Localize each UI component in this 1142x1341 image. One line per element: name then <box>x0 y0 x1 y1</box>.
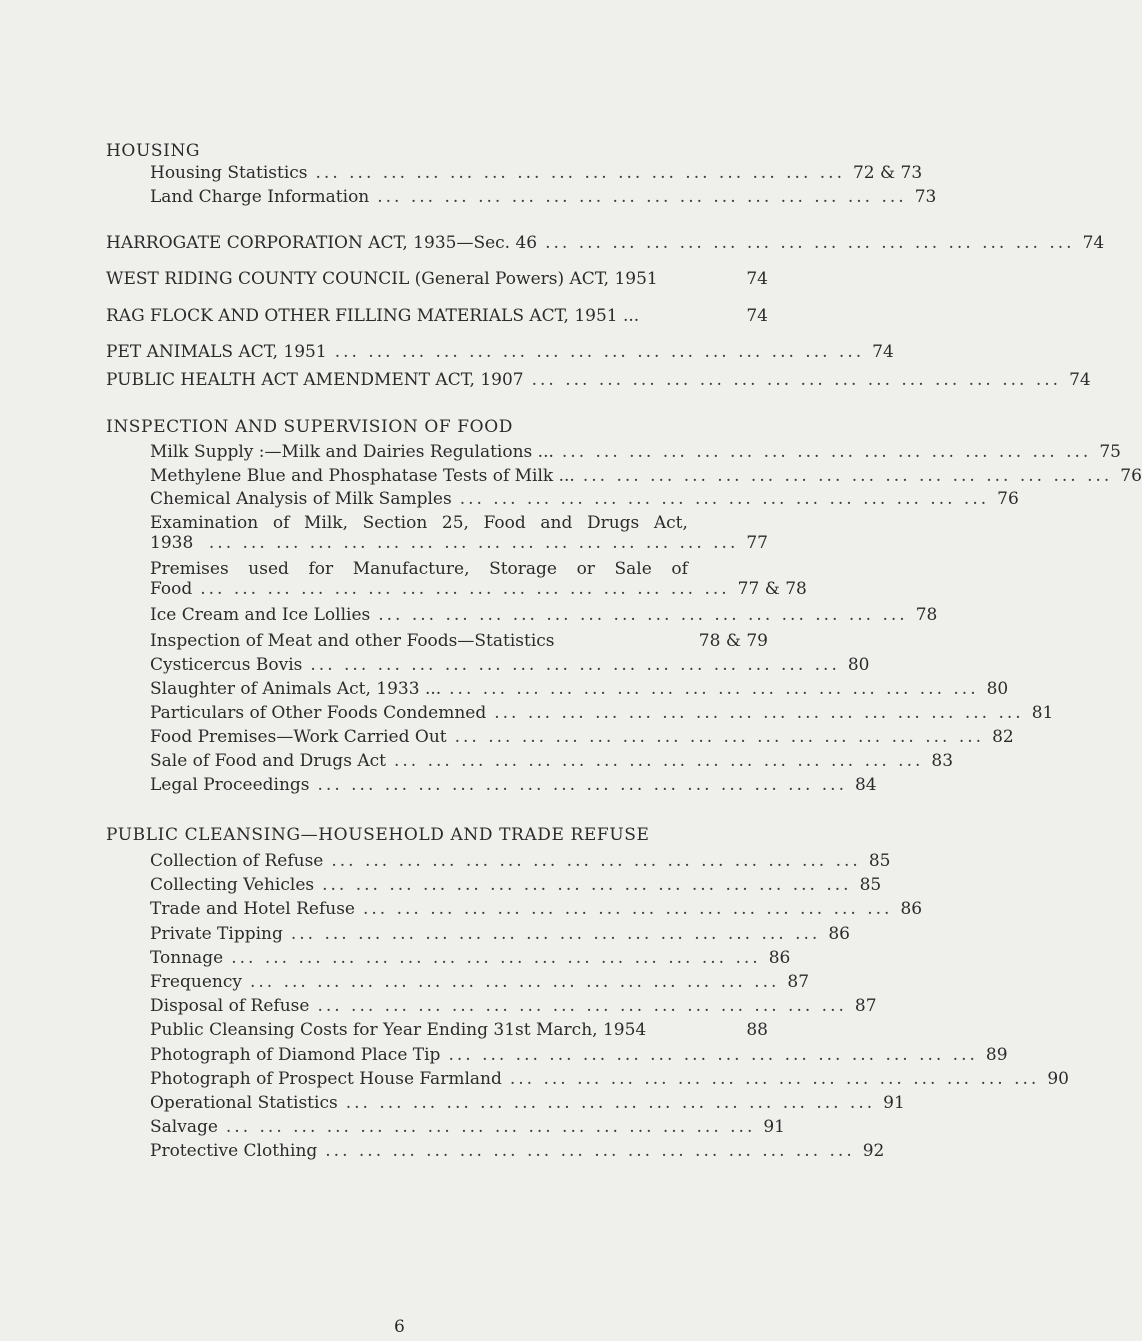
entry-label: Disposal of Refuse <box>150 996 310 1017</box>
contents-entry <box>150 726 1014 748</box>
page-number: 6 <box>394 1317 405 1337</box>
entry-label-word: and <box>540 513 573 533</box>
dot-leader: ... ... ... ... ... ... ... ... ... ... ... ... ... ... ... ... <box>317 775 847 795</box>
dot-leader: ... ... ... ... ... ... ... ... ... ... ... ... ... ... ... ... <box>225 1117 756 1138</box>
dot-leader: ... ... ... ... ... ... ... ... ... ... ... ... ... ... ... ... <box>208 533 739 553</box>
entry-label: Private Tipping <box>150 923 283 944</box>
dot-leader: ... ... ... ... ... ... ... ... ... ... ... ... ... ... ... ... <box>377 187 907 207</box>
contents-entry <box>150 441 1121 463</box>
contents-entry <box>150 186 937 208</box>
page-reference: 80 <box>986 679 1009 699</box>
page-reference: 80 <box>847 655 870 675</box>
entry-label: Land Charge Information <box>150 187 370 207</box>
dot-leader: ... ... ... ... ... ... ... ... ... ... ... ... ... ... ... ... <box>454 727 985 747</box>
contents-entry <box>150 1140 885 1162</box>
contents-entry <box>106 232 1105 254</box>
entry-label: 1938 <box>150 533 194 553</box>
entry-label-line <box>150 558 688 580</box>
page-reference: 85 <box>859 875 882 896</box>
entry-label: Milk Supply :—Milk and Dairies Regulations ... <box>150 442 554 462</box>
contents-entry <box>106 305 768 327</box>
page-reference: 74 <box>872 342 894 362</box>
page-reference: 77 <box>746 533 768 553</box>
page-reference: 90 <box>1047 1068 1069 1089</box>
contents-entry <box>150 654 870 676</box>
page-reference: 87 <box>854 996 877 1017</box>
entry-label: Legal Proceedings <box>150 775 310 795</box>
contents-entry <box>150 898 923 920</box>
entry-label-word: Manufacture, <box>352 559 470 579</box>
dot-leader: ... ... ... ... ... ... ... ... ... ... ... ... ... ... ... ... <box>315 163 845 183</box>
dot-leader: ... ... ... ... ... ... ... ... ... ... ... ... ... ... ... ... <box>331 851 861 871</box>
section-heading-housing: HOUSING <box>106 141 201 161</box>
dot-leader: ... ... ... ... ... ... ... ... ... ... ... ... ... ... ... ... <box>200 579 730 599</box>
dot-leader: ... ... ... ... ... ... ... ... ... ... ... ... ... ... ... ... <box>378 605 908 625</box>
entry-label: Methylene Blue and Phosphatase Tests of Milk ... <box>150 466 575 486</box>
dot-leader: ... ... ... ... ... ... ... ... ... ... ... ... ... ... ... ... <box>345 1093 876 1113</box>
entry-label: Photograph of Diamond Place Tip <box>150 1044 441 1065</box>
entry-label: Food Premises—Work Carried Out <box>150 727 447 747</box>
contents-entry <box>150 995 877 1017</box>
page-reference: 73 <box>914 187 937 207</box>
contents-entry <box>150 702 1054 724</box>
page-reference: 82 <box>992 727 1014 747</box>
contents-entry <box>150 678 1009 700</box>
page-reference: 89 <box>985 1044 1008 1065</box>
page-reference: 88 <box>746 1020 768 1041</box>
dot-leader: ... ... ... ... ... ... ... ... ... ... ... ... ... ... ... ... <box>494 703 1024 723</box>
contents-entry <box>106 268 768 290</box>
contents-entry <box>150 850 891 872</box>
contents-entry <box>106 341 894 363</box>
entry-label: Salvage <box>150 1117 218 1138</box>
entry-label-word: Storage <box>489 559 557 579</box>
contents-entry <box>150 874 882 896</box>
entry-label-word: 25, <box>441 513 469 533</box>
dot-leader: ... ... ... ... ... ... ... ... ... ... ... ... ... ... ... ... <box>310 655 840 675</box>
dot-leader: ... ... ... ... ... ... ... ... ... ... ... ... ... ... ... ... <box>509 1068 1040 1089</box>
entry-label: Tonnage <box>150 947 224 968</box>
dot-leader: ... ... ... ... ... ... ... ... ... ... ... ... ... ... ... ... <box>448 1044 978 1065</box>
page-reference: 74 <box>1069 370 1091 390</box>
entry-label: Inspection of Meat and other Foods—Statistics <box>150 631 555 651</box>
entry-label: Slaughter of Animals Act, 1933 ... <box>150 679 442 699</box>
page-reference: 86 <box>768 947 791 968</box>
page-reference: 76 <box>997 489 1019 509</box>
dot-leader: ... ... ... ... ... ... ... ... ... ... ... ... ... ... ... ... <box>325 1141 855 1162</box>
contents-entry <box>150 532 768 554</box>
entry-label: Photograph of Prospect House Farmland <box>150 1068 502 1089</box>
dot-leader: ... ... ... ... ... ... ... ... ... ... ... ... ... ... ... ... <box>317 996 847 1017</box>
entry-label: PUBLIC HEALTH ACT AMENDMENT ACT, 1907 <box>106 370 524 390</box>
entry-label: Trade and Hotel Refuse <box>150 899 355 920</box>
entry-label-word: for <box>308 559 334 579</box>
dot-leader: ... ... ... ... ... ... ... ... ... ... ... ... ... ... ... ... <box>249 972 780 992</box>
contents-entry <box>150 465 1142 487</box>
entry-label-word: of <box>272 513 290 533</box>
dot-leader: ... ... ... ... ... ... ... ... ... ... ... ... ... ... ... ... <box>582 466 1113 486</box>
page-reference: 75 <box>1099 442 1121 462</box>
page-reference: 87 <box>787 972 810 992</box>
page-reference: 76 <box>1120 466 1142 486</box>
dot-leader: ... ... ... ... ... ... ... ... ... ... ... ... ... ... ... ... <box>561 442 1092 462</box>
contents-entry <box>150 1044 1008 1066</box>
contents-entry <box>150 604 938 626</box>
page-reference: 77 & 78 <box>737 579 807 599</box>
contents-entry <box>150 923 850 945</box>
entry-label: Ice Cream and Ice Lollies <box>150 605 371 625</box>
contents-entry <box>150 1116 785 1138</box>
page-reference: 74 <box>746 269 768 289</box>
entry-label-word: Act, <box>653 513 688 533</box>
entry-label: Particulars of Other Foods Condemned <box>150 703 487 723</box>
contents-entry <box>106 369 1091 391</box>
dot-leader: ... ... ... ... ... ... ... ... ... ... ... ... ... ... ... ... <box>334 342 865 362</box>
page-reference: 85 <box>868 851 891 871</box>
dot-leader: ... ... ... ... ... ... ... ... ... ... ... ... ... ... ... ... <box>393 751 924 771</box>
entry-label: Housing Statistics <box>150 163 308 183</box>
page-reference: 72 & 73 <box>852 163 923 183</box>
page-reference: 84 <box>854 775 877 795</box>
contents-entry <box>150 488 1019 510</box>
page-reference: 91 <box>883 1093 905 1113</box>
entry-label: Frequency <box>150 972 242 992</box>
entry-label-word: of <box>671 559 688 579</box>
entry-label: Protective Clothing <box>150 1141 318 1162</box>
page-reference: 86 <box>900 899 923 920</box>
section-heading-cleansing: PUBLIC CLEANSING—HOUSEHOLD AND TRADE REFUSE <box>106 825 650 845</box>
entry-label: Chemical Analysis of Milk Samples <box>150 489 452 509</box>
entry-label-word: Milk, <box>303 513 348 533</box>
contents-entry <box>150 1068 1069 1090</box>
contents-entry <box>150 774 877 796</box>
entry-label: WEST RIDING COUNTY COUNCIL (General Powers) ACT, 1951 <box>106 269 658 289</box>
entry-label-word: or <box>576 559 595 579</box>
dot-leader: ... ... ... ... ... ... ... ... ... ... ... ... ... ... ... ... <box>363 899 893 920</box>
entry-label: Collecting Vehicles <box>150 875 315 896</box>
page-reference: 74 <box>1082 233 1105 253</box>
contents-entry <box>150 971 810 993</box>
entry-label: Cysticercus Bovis <box>150 655 303 675</box>
dot-leader: ... ... ... ... ... ... ... ... ... ... ... ... ... ... ... ... <box>459 489 990 509</box>
contents-entry <box>150 578 807 600</box>
page-reference: 92 <box>862 1141 885 1162</box>
page-reference: 91 <box>763 1117 785 1138</box>
entry-label-line <box>150 512 688 534</box>
page-reference: 83 <box>931 751 954 771</box>
dot-leader: ... ... ... ... ... ... ... ... ... ... ... ... ... ... ... ... <box>290 923 821 944</box>
contents-entry <box>150 1019 768 1041</box>
contents-entry <box>150 947 791 969</box>
entry-label-word: used <box>248 559 289 579</box>
page-reference: 74 <box>746 306 768 326</box>
entry-label-word: Examination <box>150 513 259 533</box>
dot-leader: ... ... ... ... ... ... ... ... ... ... ... ... ... ... ... ... <box>545 233 1075 253</box>
entry-label-word: Section <box>362 513 428 533</box>
dot-leader: ... ... ... ... ... ... ... ... ... ... ... ... ... ... ... ... <box>449 679 979 699</box>
section-heading-food: INSPECTION AND SUPERVISION OF FOOD <box>106 417 513 437</box>
entry-label-word: Food <box>483 513 526 533</box>
dot-leader: ... ... ... ... ... ... ... ... ... ... ... ... ... ... ... ... <box>531 370 1062 390</box>
entry-label: Public Cleansing Costs for Year Ending 31st March, 1954 <box>150 1020 647 1041</box>
page-reference: 78 <box>915 605 938 625</box>
dot-leader: ... ... ... ... ... ... ... ... ... ... ... ... ... ... ... ... <box>231 947 761 968</box>
contents-entry <box>150 630 768 652</box>
dot-leader: ... ... ... ... ... ... ... ... ... ... ... ... ... ... ... ... <box>322 875 852 896</box>
entry-label: Sale of Food and Drugs Act <box>150 751 386 771</box>
entry-label: HARROGATE CORPORATION ACT, 1935—Sec. 46 <box>106 233 538 253</box>
contents-entry <box>150 1092 905 1114</box>
entry-label: Collection of Refuse <box>150 851 324 871</box>
entry-label: RAG FLOCK AND OTHER FILLING MATERIALS ACT, 1951 ... <box>106 306 640 326</box>
contents-entry <box>150 162 923 184</box>
entry-label: Operational Statistics <box>150 1093 338 1113</box>
entry-label: Food <box>150 579 193 599</box>
entry-label-word: Sale <box>614 559 652 579</box>
page-reference: 78 & 79 <box>698 631 768 651</box>
page-reference: 86 <box>828 923 850 944</box>
page-reference: 81 <box>1031 703 1054 723</box>
entry-label: PET ANIMALS ACT, 1951 <box>106 342 327 362</box>
entry-label-word: Drugs <box>586 513 640 533</box>
entry-label-word: Premises <box>150 559 229 579</box>
contents-entry <box>150 750 954 772</box>
